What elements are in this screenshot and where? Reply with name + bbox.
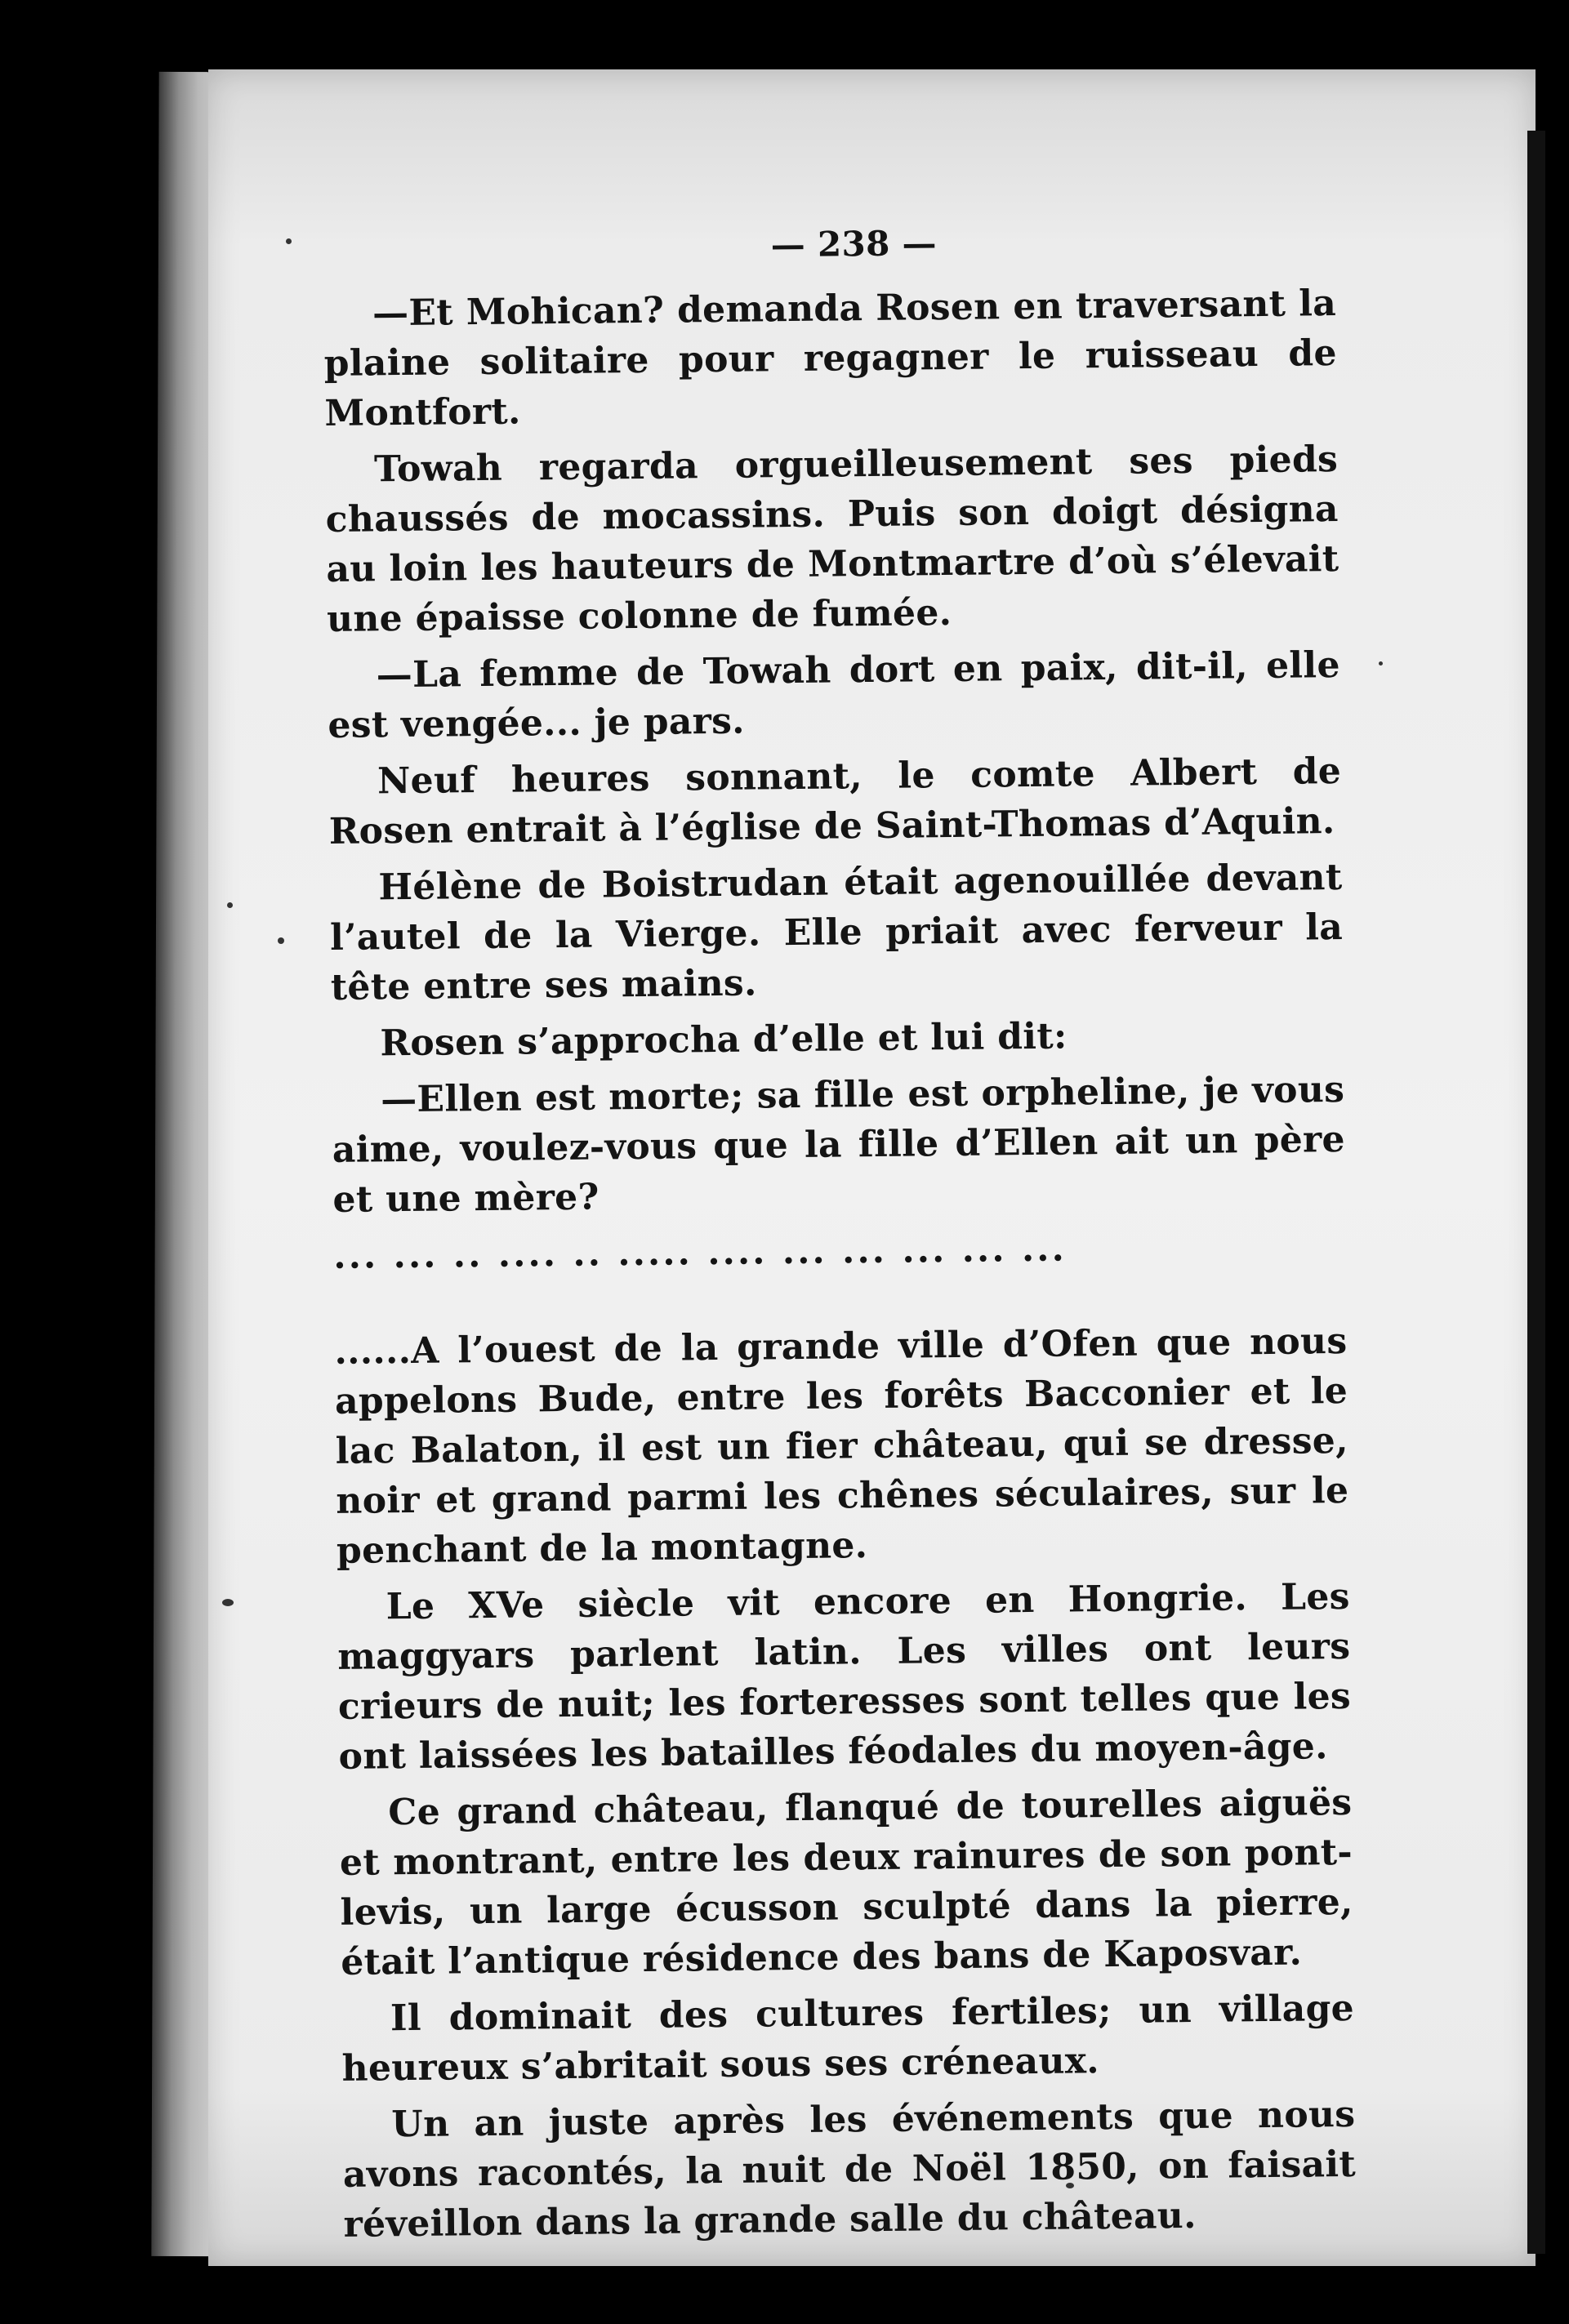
scan-speck — [1379, 661, 1383, 666]
paragraph: Neuf heures sonnant, le comte Albert de Rosen entrait à l’église de Saint-Thomas d’Aquin. — [328, 750, 1342, 853]
paragraph: Un an juste après les événements que nous avons racontés, la nuit de Noël 1850, on faisait réveillon dans la grande salle du château. — [342, 2093, 1357, 2246]
paragraph: Il dominait des cultures fertiles; un village heureux s’abritait sous ses créneaux. — [341, 1987, 1355, 2090]
paragraph: —Ellen est morte; sa fille est orpheline, je vous aime, voulez-vous que la fille d’Ellen ait un père et une mère? — [332, 1068, 1346, 1221]
scan-speck — [278, 937, 284, 944]
paragraph: ......A l’ouest de la grande ville d’Ofen que nous appelons Bude, entre les forêts Bacconier et le lac Balaton, il est un fier château, qui se dresse, noir et grand parmi les chênes séculaires, sur le penchant de la montagne. — [334, 1320, 1349, 1572]
page-text — [323, 214, 1357, 2256]
paragraph: —La femme de Towah dort en paix, dit-il, elle est vengée... je pars. — [328, 643, 1340, 746]
paragraph: —Et Mohican? demanda Rosen en traversant la plaine solitaire pour regagner le ruisseau de Montfort. — [323, 283, 1337, 434]
paragraph: Towah regarda orgueilleusement ses pieds chaussés de mocassins. Puis son doigt désigna au loin les hauteurs de Montmartre d’où s’élevait une épaisse colonne de fumée. — [325, 438, 1339, 640]
page-right-edge — [1527, 131, 1545, 2254]
scan-speck — [227, 902, 233, 908]
scan-speck — [222, 1599, 234, 1606]
section-separator: ... ... .. .... .. ..... .... ... ... ... ... ... — [332, 1227, 1068, 1277]
paragraph: Hélène de Boistrudan était agenouillée devant l’autel de la Vierge. Elle priait avec ferveur la tête entre ses mains. — [329, 856, 1344, 1008]
paragraph: Le XVe siècle vit encore en Hongrie. Les maggyars parlent latin. Les villes ont leurs crieurs de nuit; les forteresses sont telles que les ont laissées les batailles féodales du moyen-âge. — [337, 1575, 1352, 1778]
paragraph: Ce grand château, flanqué de tourelles aiguës et montrant, entre les deux rainures de son pont-levis, un large écusson sculpté dans la pierre, était l’antique résidence des bans de Kaposvar. — [339, 1781, 1353, 1983]
paragraph: Rosen s’approcha d’elle et lui dit: — [380, 1015, 1068, 1065]
page-number: — 238 — — [770, 223, 938, 265]
scan-speck — [286, 238, 292, 244]
